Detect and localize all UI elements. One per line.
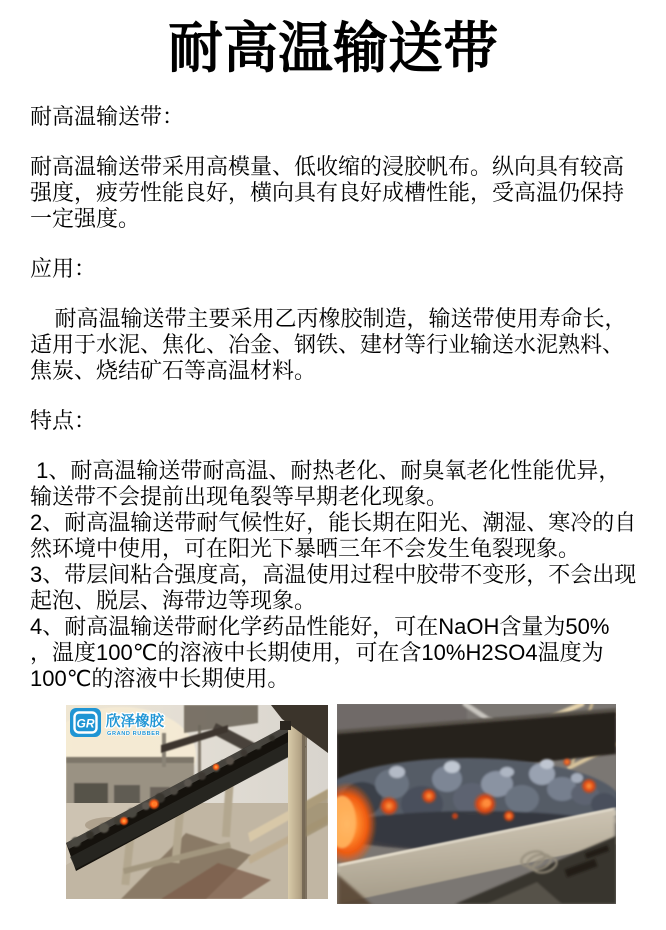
text-line: 一定强度。 [30, 206, 141, 231]
photo-hot-sinter-closeup [337, 704, 616, 904]
photo-conveyor-factory [66, 705, 328, 899]
photo-conveyor-factory-image [66, 705, 328, 899]
article-body [0, 104, 666, 692]
logo-name-cn: 欣泽橡胶 [106, 714, 164, 730]
section-application-paragraph [30, 306, 636, 384]
text-line: 4、耐高温输送带耐化学药品性能好，可在NaOH含量为50% [30, 614, 610, 639]
text-line: 耐高温输送带主要采用乙丙橡胶制造，输送带使用寿命长， [30, 306, 627, 331]
section-intro-paragraph [30, 154, 636, 232]
text-line: 强度，疲劳性能良好，横向具有良好成槽性能，受高温仍保持 [30, 180, 625, 205]
text-line: 100℃的溶液中长期使用。 [30, 666, 290, 691]
text-line: 焦炭、烧结矿石等高温材料。 [30, 358, 317, 383]
page-title: 耐高温输送带 [167, 17, 498, 79]
photo-row [66, 704, 666, 904]
section-intro-label: 耐高温输送带： [30, 104, 185, 129]
text-line: 起泡、脱层、海带边等现象。 [30, 588, 317, 613]
section-application-label: 应用： [30, 256, 97, 281]
section-features-label: 特点： [30, 408, 97, 433]
section-features-paragraph [30, 458, 636, 692]
text-line: ，温度100℃的溶液中长期使用，可在含10%H2SO4温度为 [30, 640, 604, 665]
text-line: 耐高温输送带采用高模量、低收缩的浸胶帆布。纵向具有较高 [30, 154, 625, 179]
logo-monogram: GR [76, 716, 95, 731]
text-line: 3、带层间粘合强度高，高温使用过程中胶带不变形，不会出现 [30, 562, 637, 587]
logo-name-en: GRAND RUBBER [107, 731, 161, 737]
text-line: 适用于水泥、焦化、冶金、钢铁、建材等行业输送水泥熟料、 [30, 332, 625, 357]
photo-hot-sinter-image [337, 704, 616, 904]
text-line: 然环境中使用，可在阳光下暴晒三年不会发生龟裂现象。 [30, 536, 581, 561]
text-line: 2、耐高温输送带耐气候性好，能长期在阳光、潮湿、寒冷的自 [30, 510, 637, 535]
text-line: 1、耐高温输送带耐高温、耐热老化、耐臭氧老化性能优异， [30, 458, 621, 483]
text-line: 输送带不会提前出现龟裂等早期老化现象。 [30, 484, 449, 509]
